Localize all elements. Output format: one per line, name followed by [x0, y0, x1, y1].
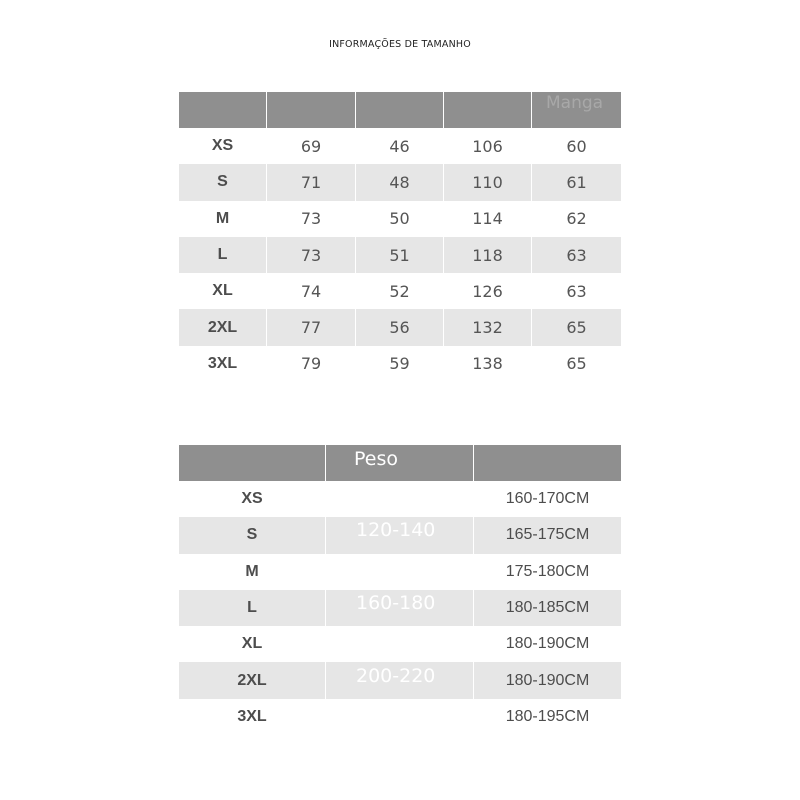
- height-cell: 180-190CM: [474, 662, 621, 698]
- value-cell: 73: [267, 201, 356, 237]
- height-cell: 165-175CM: [474, 517, 621, 553]
- size-cell: 2XL: [179, 309, 267, 345]
- size-cell: L: [179, 237, 267, 273]
- value-cell: 69: [267, 128, 356, 164]
- table-row: [179, 517, 621, 553]
- value-cell: 138: [444, 346, 532, 382]
- table-row: [179, 626, 621, 662]
- size-cell: M: [179, 554, 326, 590]
- table-row: [179, 699, 621, 735]
- value-cell: 126: [444, 273, 532, 309]
- weight-cell: 200-220: [326, 662, 474, 698]
- header-cell-size: [179, 92, 267, 128]
- table-row: [179, 590, 621, 626]
- value-cell: 73: [267, 237, 356, 273]
- table-row: [179, 237, 621, 273]
- table-header: [179, 445, 621, 481]
- header-cell-size: [179, 445, 326, 481]
- value-cell: 118: [444, 237, 532, 273]
- value-cell: 63: [566, 281, 587, 301]
- value-cell: 114: [444, 201, 532, 237]
- table-row: [179, 164, 621, 200]
- size-cell: XL: [179, 626, 326, 662]
- size-cell: S: [179, 164, 267, 200]
- height-cell: 180-190CM: [505, 635, 590, 653]
- size-cell: M: [179, 201, 267, 237]
- value-cell: 56: [356, 309, 444, 345]
- size-cell: L: [179, 590, 326, 626]
- value-cell: 59: [356, 346, 444, 382]
- header-cell-sleeve: Manga: [546, 93, 604, 113]
- table-row: [179, 273, 621, 309]
- table-row: [179, 309, 621, 345]
- value-cell: 110: [444, 164, 532, 200]
- table-row: [179, 346, 621, 382]
- header-cell-3: [444, 92, 532, 128]
- value-cell: 65: [566, 354, 587, 374]
- value-cell: 132: [444, 309, 532, 345]
- value-cell: 63: [532, 237, 621, 273]
- size-cell: XS: [179, 481, 326, 517]
- value-cell: 52: [356, 273, 444, 309]
- value-cell: 60: [566, 136, 587, 156]
- header-cell-2: [356, 92, 444, 128]
- value-cell: 74: [267, 273, 356, 309]
- header-cell-height: [474, 445, 621, 481]
- value-cell: 106: [444, 128, 532, 164]
- weight-cell: [326, 481, 474, 517]
- height-cell: 160-170CM: [505, 490, 590, 508]
- size-cell: XL: [179, 273, 267, 309]
- value-cell: 51: [356, 237, 444, 273]
- size-recommendation-table: [179, 445, 621, 735]
- value-cell: 79: [267, 346, 356, 382]
- size-cell: 3XL: [179, 699, 326, 735]
- weight-cell: [326, 554, 474, 590]
- table-row: [179, 481, 621, 517]
- value-cell: 77: [267, 309, 356, 345]
- table-row: [179, 554, 621, 590]
- weight-cell: [326, 626, 474, 662]
- value-cell: 48: [356, 164, 444, 200]
- value-cell: 65: [532, 309, 621, 345]
- height-cell: 180-185CM: [474, 590, 621, 626]
- weight-cell: 120-140: [326, 517, 474, 553]
- weight-cell: [326, 699, 474, 735]
- size-cell: S: [179, 517, 326, 553]
- size-cell: 2XL: [179, 662, 326, 698]
- page-title: INFORMAÇÕES DE TAMANHO: [329, 39, 471, 50]
- table-row: [179, 662, 621, 698]
- size-measurements-table: [179, 92, 621, 382]
- header-cell-weight: Peso: [326, 445, 474, 481]
- value-cell: 61: [532, 164, 621, 200]
- value-cell: 50: [356, 201, 444, 237]
- header-cell-1: [267, 92, 356, 128]
- value-cell: 62: [566, 209, 587, 229]
- weight-cell: 160-180: [326, 590, 474, 626]
- table-header: [179, 92, 621, 128]
- table-row: [179, 201, 621, 237]
- size-cell: 3XL: [179, 346, 267, 382]
- size-cell: XS: [179, 128, 267, 164]
- value-cell: 46: [356, 128, 444, 164]
- value-cell: 71: [267, 164, 356, 200]
- height-cell: 180-195CM: [505, 707, 590, 725]
- height-cell: 175-180CM: [505, 562, 590, 580]
- table-row: [179, 128, 621, 164]
